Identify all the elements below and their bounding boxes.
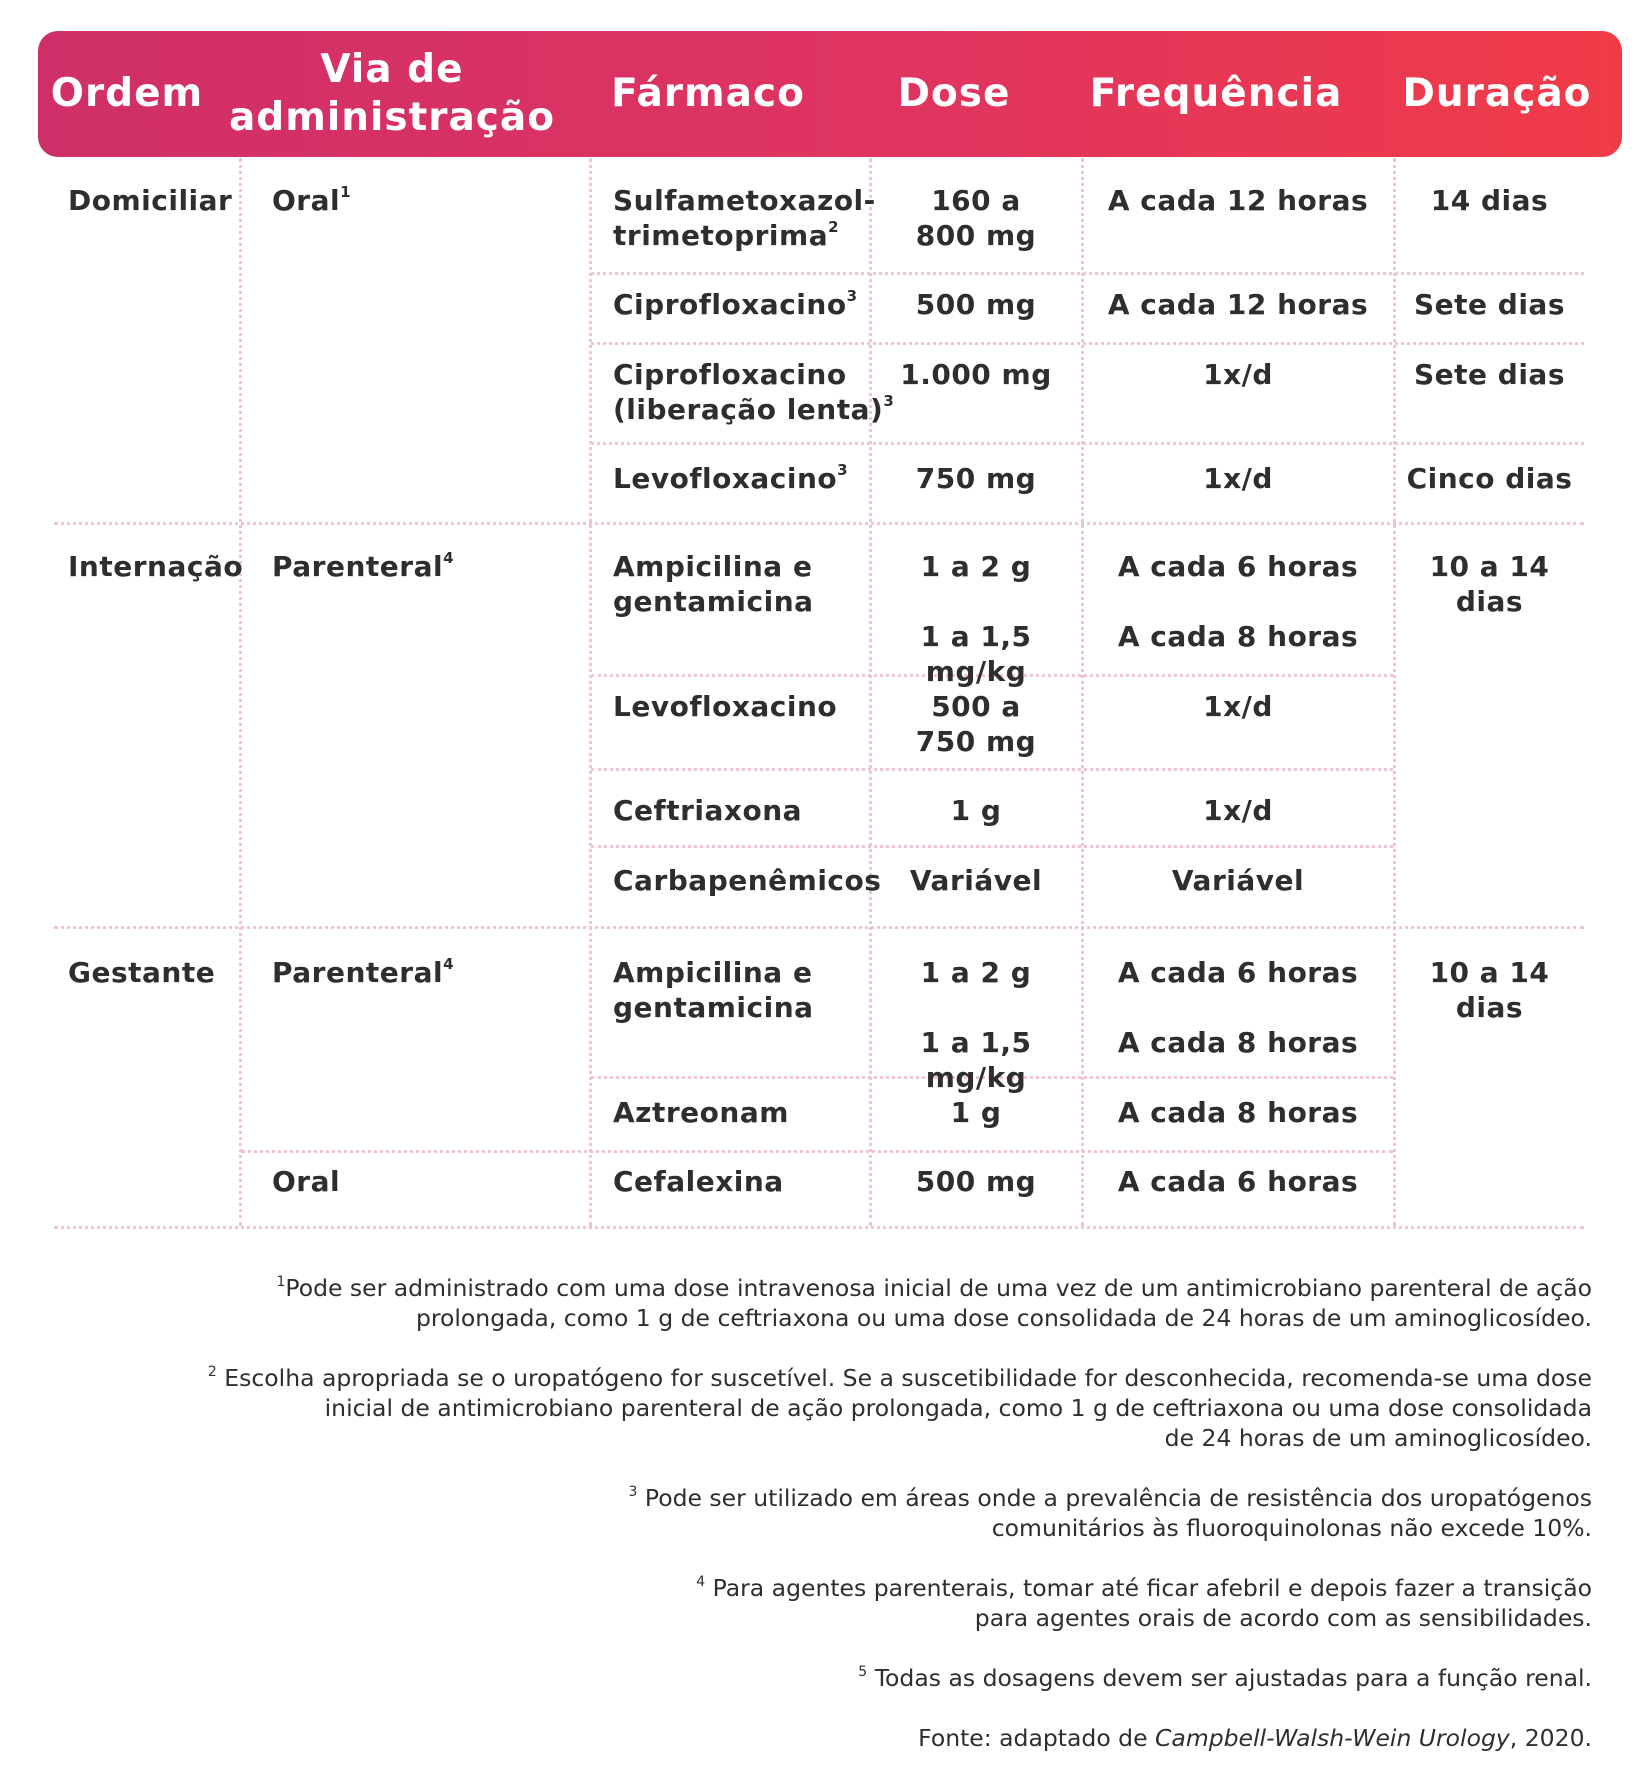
grid-hline — [591, 272, 1584, 275]
duracao-cell: Cinco dias — [1406, 462, 1573, 495]
dose-line: 1 a 1,5 mg/kg — [920, 1026, 1032, 1094]
grid-hline — [591, 442, 1584, 445]
farmaco-line-text: trimetoprima — [613, 219, 829, 252]
frequencia-cell: 1x/d — [1203, 794, 1273, 827]
footnote-line — [112, 1363, 1592, 1393]
footnote-ref: 4 — [443, 955, 455, 973]
footnote-ref: 2 — [828, 218, 840, 236]
duracao-internacao: 10 a 14 dias — [1429, 550, 1550, 618]
farmaco-line-text: (liberação lenta) — [613, 393, 884, 426]
dose-cell: 1 g — [950, 794, 1002, 827]
footnote-2 — [112, 1363, 1592, 1453]
header-via — [216, 31, 568, 157]
footnote-text: Pode ser utilizado em áreas onde a prevalência de resistência dos uropatógenos — [644, 1484, 1592, 1512]
farmaco-aztreonam: Aztreonam — [613, 1096, 789, 1129]
header-dose: Dose — [897, 71, 1011, 116]
farmaco-line: gentamicina — [613, 585, 814, 618]
source-suffix: , 2020. — [1509, 1724, 1592, 1752]
footnote-number: 1 — [276, 1274, 286, 1290]
header-via-line1: Via de — [320, 47, 464, 92]
dose-line: 500 a — [931, 690, 1021, 723]
via-label: Oral — [272, 184, 341, 217]
ordem-gestante: Gestante — [68, 956, 216, 989]
grid-hline — [591, 768, 1393, 771]
footnote-line — [112, 1663, 1592, 1693]
footnote-line: para agentes orais de acordo com as sensibilidades. — [974, 1604, 1592, 1632]
dose-cell: 1 g — [950, 1096, 1002, 1129]
dose-line: 1 a 2 g — [920, 550, 1032, 583]
farmaco-line: Ampicilina e — [613, 550, 813, 583]
via-internacao — [272, 549, 454, 584]
footnote-line: prolongada, como 1 g de ceftriaxona ou uma dose consolidada de 24 horas de um aminoglicosídeo. — [415, 1304, 1592, 1332]
grid-hline — [591, 845, 1393, 848]
footnote-ref: 4 — [443, 549, 455, 567]
frequencia-line: A cada 6 horas — [1117, 956, 1359, 989]
footnote-1 — [112, 1273, 1592, 1333]
source-title: Campbell-Walsh-Wein Urology — [1155, 1724, 1510, 1752]
footnote-ref: 3 — [837, 461, 849, 479]
dose-line: 800 mg — [915, 219, 1037, 252]
grid-vline — [239, 158, 242, 1226]
farmaco-line: Ciprofloxacino — [613, 358, 847, 391]
duracao-cell: 14 dias — [1430, 184, 1549, 217]
grid-hline — [54, 1226, 1584, 1229]
farmaco-sulfametoxazol — [613, 183, 876, 253]
farmaco-line — [613, 218, 876, 253]
farmaco-text: Levofloxacino — [613, 462, 838, 495]
frequencia-cell: A cada 12 horas — [1107, 184, 1369, 217]
footnote-text: Todas as dosagens devem ser ajustadas para a função renal. — [874, 1664, 1592, 1692]
footnote-ref: 3 — [883, 392, 895, 410]
frequencia-cell: 1x/d — [1203, 690, 1273, 723]
ordem-internacao: Internação — [68, 550, 244, 583]
header-duracao: Duração — [1402, 71, 1592, 116]
footnote-number: 5 — [858, 1664, 868, 1680]
grid-vline — [589, 158, 592, 1226]
frequencia-cell: Variável — [1171, 864, 1305, 897]
header-via-line2: administração — [228, 95, 555, 140]
dose-cell: 1.000 mg — [900, 358, 1052, 391]
farmaco-ceftriaxona: Ceftriaxona — [613, 794, 803, 827]
footnote-line — [112, 1483, 1592, 1513]
header-frequencia: Frequência — [1089, 71, 1343, 116]
dose-cell: 750 mg — [915, 462, 1037, 495]
footnote-text: Pode ser administrado com uma dose intravenosa inicial de uma vez de um antimicrobiano parenteral de ação — [285, 1274, 1592, 1302]
dose-line: 1 a 1,5 mg/kg — [920, 620, 1032, 688]
farmaco-text: Ciprofloxacino — [613, 288, 847, 321]
frequencia-cell: 1x/d — [1203, 358, 1273, 391]
header-ordem: Ordem — [50, 71, 204, 116]
dose-line: 1 a 2 g — [920, 956, 1032, 989]
farmaco-line: Sulfametoxazol- — [613, 184, 876, 217]
footnote-3 — [112, 1483, 1592, 1543]
farmaco-ciprofloxacino — [613, 287, 858, 322]
dose-cell: 500 mg — [915, 288, 1037, 321]
dose-cell — [871, 183, 1081, 253]
footnote-line: inicial de antimicrobiano parenteral de ação prolongada, como 1 g de ceftriaxona ou uma dose consolidada — [324, 1394, 1592, 1422]
farmaco-ampicilina — [613, 955, 814, 1025]
footnote-text: Para agentes parenterais, tomar até ficar afebril e depois fazer a transição — [712, 1574, 1592, 1602]
via-label: Parenteral — [272, 550, 444, 583]
via-label: Parenteral — [272, 956, 444, 989]
footnote-text: Escolha apropriada se o uropatógeno for suscetível. Se a suscetibilidade for desconhecida, recomenda-se uma dose — [224, 1364, 1592, 1392]
frequencia-cell: A cada 6 horas — [1117, 1165, 1359, 1198]
duracao-cell: Sete dias — [1414, 288, 1565, 321]
footnote-number: 2 — [207, 1364, 217, 1380]
farmaco-ampicilina — [613, 549, 814, 619]
footnote-line — [112, 1273, 1592, 1303]
dose-cell: Variável — [909, 864, 1043, 897]
grid-hline — [54, 522, 1584, 525]
via-domiciliar — [272, 183, 351, 218]
footnote-number: 4 — [696, 1574, 706, 1590]
farmaco-cefalexina: Cefalexina — [613, 1165, 784, 1198]
farmaco-carbapenemicos: Carbapenêmicos — [613, 864, 882, 897]
farmaco-levofloxacino: Levofloxacino — [613, 690, 838, 723]
table-header — [38, 31, 1622, 157]
source-prefix: Fonte: adaptado de — [918, 1724, 1156, 1752]
footnote-line: de 24 horas de um aminoglicosídeo. — [1164, 1424, 1592, 1452]
dose-cell: 500 mg — [915, 1165, 1037, 1198]
dose-cell — [871, 689, 1081, 759]
grid-hline — [54, 926, 1584, 929]
frequencia-cell: 1x/d — [1203, 462, 1273, 495]
frequencia-cell: A cada 12 horas — [1107, 288, 1369, 321]
duracao-gestante: 10 a 14 dias — [1429, 956, 1550, 1024]
frequencia-cell: A cada 8 horas — [1117, 1096, 1359, 1129]
farmaco-levofloxacino — [613, 461, 848, 496]
ordem-domiciliar: Domiciliar — [68, 184, 233, 217]
farmaco-ciprofloxacino-lenta — [613, 357, 894, 427]
frequencia-line: A cada 8 horas — [1117, 620, 1359, 653]
frequencia-line: A cada 8 horas — [1117, 1026, 1359, 1059]
farmaco-line: Ampicilina e — [613, 956, 813, 989]
grid-hline — [591, 342, 1584, 345]
source-citation — [112, 1723, 1592, 1753]
grid-hline — [241, 1150, 1393, 1153]
footnote-line: comunitários às fluoroquinolonas não excede 10%. — [991, 1514, 1592, 1542]
footnote-ref: 3 — [846, 287, 858, 305]
farmaco-line: gentamicina — [613, 991, 814, 1024]
footnote-line — [112, 1573, 1592, 1603]
dose-line: 160 a — [931, 184, 1021, 217]
via-gestante — [272, 955, 454, 990]
footnote-4 — [112, 1573, 1592, 1633]
header-farmaco: Fármaco — [611, 71, 805, 116]
footnote-ref: 1 — [340, 183, 352, 201]
duracao-cell: Sete dias — [1414, 358, 1565, 391]
footnote-5 — [112, 1663, 1592, 1693]
footnote-number: 3 — [628, 1484, 638, 1500]
dose-line: 750 mg — [915, 725, 1037, 758]
frequencia-line: A cada 6 horas — [1117, 550, 1359, 583]
via-gestante-oral: Oral — [272, 1165, 341, 1198]
farmaco-line — [613, 392, 894, 427]
